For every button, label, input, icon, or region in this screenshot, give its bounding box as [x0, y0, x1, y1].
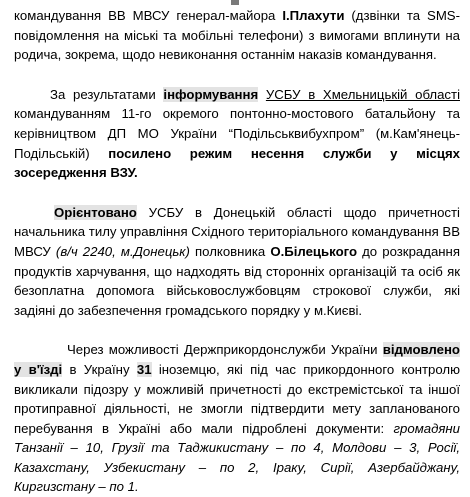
text: За результатами: [50, 86, 164, 102]
bold-number: 31: [136, 361, 152, 377]
text: (дзвінки та SMS-повідомлення на міські та мобільні телефони) з вимогами вплинути на родича, зокрема, щодо невиконання останнім наказів командування.: [14, 8, 460, 63]
underlined-text: УСБУ в Хмельницькій області: [265, 86, 460, 102]
bold-text: посилено режим несення служби у місцях зосередження ВЗУ.: [14, 145, 460, 181]
text: командування ВВ МВСУ генерал-майора: [14, 8, 283, 23]
paragraph-plakhuta: [14, 6, 460, 65]
document-body: [14, 6, 460, 497]
page-resize-handle[interactable]: [231, 0, 239, 5]
text: до розкрадання продуктів харчування, що надходять від сторонніх організацій та осіб як безоплатна допомога військовослужбовцям строкової служби, які задіяні до забезпечення громадського порядку у м.Києві.: [14, 243, 460, 318]
text: іноземцю, які під час прикордонного контролю викликали підозру у можливій причетності до екстремістської та іншої протиправної діяльності, не змогли підтвердити мету запланованого перебування в Україні або мали підроблені документи:: [14, 361, 461, 436]
paragraph-khmelnytskyi: [14, 85, 460, 183]
text: УСБУ в Донецькій області щодо причетності начальника тилу управління Східного територіального командування ВВ МВСУ: [14, 204, 460, 259]
text: командуванням 11-го окремого понтонно-мостового батальйону та керівництвом ДП МО України “Подільськвибухпром” (м.Кам'янець-Подільській): [14, 106, 460, 161]
paragraph-border-service: [14, 340, 460, 497]
text: полковника: [189, 243, 271, 259]
italic-text: громадяни Танзанії – 10, Грузії та Таджикистану – по 4, Молдови – 3, Росії, Казахстану, Узбекистану – по 2, Іраку, Сирії, Азербайджану, Киргизстану – по 1.: [14, 420, 460, 495]
bold-name: І.Плахути: [282, 8, 345, 23]
text: в Україну: [62, 361, 137, 377]
bold-highlight: інформування: [163, 86, 259, 102]
bold-highlight: Орієнтовано: [54, 204, 137, 220]
paragraph-donetsk: [14, 203, 460, 321]
bold-name: О.Білецького: [270, 243, 357, 259]
text: Через можливості Держприкордонслужби України: [67, 342, 383, 358]
italic-text: (в/ч 2240, м.Донецьк): [55, 243, 190, 259]
text: [258, 87, 266, 102]
bold-highlight: відмовлено у в'їзді: [14, 342, 460, 377]
